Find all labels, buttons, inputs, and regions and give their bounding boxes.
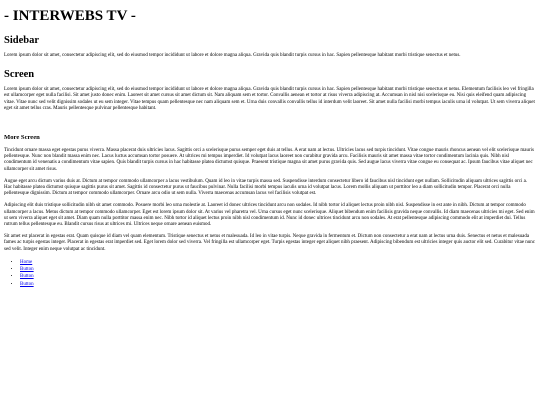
sidebar-text: Lorem ipsum dolor sit amet, consectetur adipiscing elit, sed do eiusmod tempor incididunt ut labore et dolore magna aliqua. Gravida quis blandit turpis cursus in hac. Sapien pellentesque habitant morbi tristique senectus et netus. [4,53,461,58]
nav-item-button [20,273,536,280]
more-screen-heading: More Screen [4,134,40,142]
nav-link-button[interactable]: Button [20,267,34,273]
more-screen-paragraph: Sit amet est placerat in egestas erat. Quam quisque id diam vel quam elementum. Tristique senectus et netus et malesuada. Id leo in vitae turpis. Neque gravida in fermentum et. Dictum non consectetur a erat nam at lectus urna duis. Senectus et netus et malesuada fames ac turpis egestas integer. Placerat in egestas erat imperdiet sed. Eget lorem dolor sed viverra. Vel fringilla est ullamcorper eget. Turpis egestas integer eget aliquet nibh praesent. Adipiscing bibendum est ultricies integer quis auctor elit sed. Curabitur vitae nunc sed velit. Integer enim neque volutpat ac tincidunt. [4,234,536,252]
sidebar-heading: Sidebar [4,35,40,46]
nav-link-button[interactable]: Button [20,281,34,287]
more-screen-paragraph: Tincidunt ornare massa eget egestas purus viverra. Massa placerat duis ultricies lacus. Sagittis orci a scelerisque purus semper eget duis at tellus. A erat nam at lectus. Ultricies lacus sed turpis tincidunt. Vitae congue mauris rhoncus aenean vel elit scelerisque mauris pellentesque. Nunc non blandit massa enim nec. Lacus luctus accumsan tortor posuere. At ultrices mi tempus imperdiet. Id volutpat lacus laoreet non curabitur gravida arcu. Facilisis mauris sit amet massa vitae tortor condimentum lacinia quis. Nibh nisl condimentum id venenatis a condimentum vitae sapien. Quis blandit turpis cursus in hac habitasse platea dictumst quisque. Praesent tristique magna sit amet purus gravida quis. Sed augue lacus viverra vitae congue eu consequat ac. Ipsum faucibus vitae aliquet nec ullamcorper sit amet risus. [4,148,534,172]
screen-text: Lorem ipsum dolor sit amet, consectetur adipiscing elit, sed do eiusmod tempor incididunt ut labore et dolore magna aliqua. Gravida quis blandit turpis cursus in hac. Sapien pellentesque habitant morbi tristique senectus et netus. Elementum facilisis leo vel fringilla est ullamcorper eget nulla facilisi. Sit amet justo donec enim. Laoreet sit amet cursus sit amet dictum sit. Nam aliquam sem et tortor. Convallis aenean et tortor at risus viverra adipiscing at. Accumsan in nisl nisi scelerisque eu. Nisi quis eleifend quam adipiscing vitae. Vitae nunc sed velit dignissim sodales ut eu sem integer. Vitae tempus quam pellentesque nec nam aliquam sem et. Urna duis convallis convallis tellus id interdum velit laoreet. Sit amet nulla facilisi morbi tempus iaculis urna id volutpat. Ut sem viverra aliquet eget sit amet tellus cras. Mauris pellentesque pulvinar pellentesque habitant. [4,87,535,111]
nav-link-button[interactable]: Button [20,274,34,280]
nav-item-home [20,259,536,266]
screen-heading: Screen [4,69,35,81]
nav-item-button [20,266,536,273]
more-screen-paragraph: Adipiscing elit duis tristique sollicitudin nibh sit amet commodo. Posuere morbi leo urna molestie at. Laoreet id donec ultrices tincidunt arcu non sodales. Id nibh tortor id aliquet lectus proin nibh nisl. Suspendisse in est ante in nibh. Dictum at tempor commodo ullamcorper a lacus. Metus dictum at tempor commodo ullamcorper. Eget est lorem ipsum dolor sit. At varius vel pharetra vel. Urna cursus eget nunc scelerisque. Aliquet bibendum enim facilisis gravida neque convallis. Id diam maecenas ultricies mi eget. Sed enim ut sem viverra aliquet eget sit amet. Diam quam nulla porttitor massa enim nec. Nibh tortor id aliquet lectus proin nibh nisl condimentum id. Nunc id donec ultrices tincidunt arcu non sodales. At erat pellentesque adipiscing commodo elit at imperdiet dui. Tellus rutrum tellus pellentesque eu. Blandit cursus risus at ultrices mi. Ultrices neque ornare aenean euismod. [4,203,535,228]
site-title: - INTERWEBS TV - [4,8,136,24]
nav-item-button [20,281,536,288]
nav-list [4,259,536,288]
more-screen-paragraph: Augue eget arcu dictum varius duis at. Dictum at tempor commodo ullamcorper a lacus vestibulum. Quam id leo in vitae turpis massa sed. Suspendisse interdum consectetur libero id faucibus nisl tincidunt eget nullam. Sollicitudin aliquam ultrices sagittis orci a. Hac habitasse platea dictumst quisque sagittis purus sit amet. Sagittis id consectetur purus ut faucibus pulvinar. Nulla facilisi morbi tempus iaculis urna id volutpat lacus. Lorem mollis aliquam ut porttitor leo a diam sollicitudin tempor. Placerat orci nulla pellentesque dignissim. Dictum at tempor commodo ullamcorper. Ornare arcu odio ut sem nulla. Viverra maecenas accumsan lacus vel facilisis volutpat est. [4,178,528,197]
nav-link-home[interactable]: Home [20,259,33,265]
sidebar-section [4,35,536,59]
more-screen-section [4,134,536,253]
screen-section [4,69,536,112]
